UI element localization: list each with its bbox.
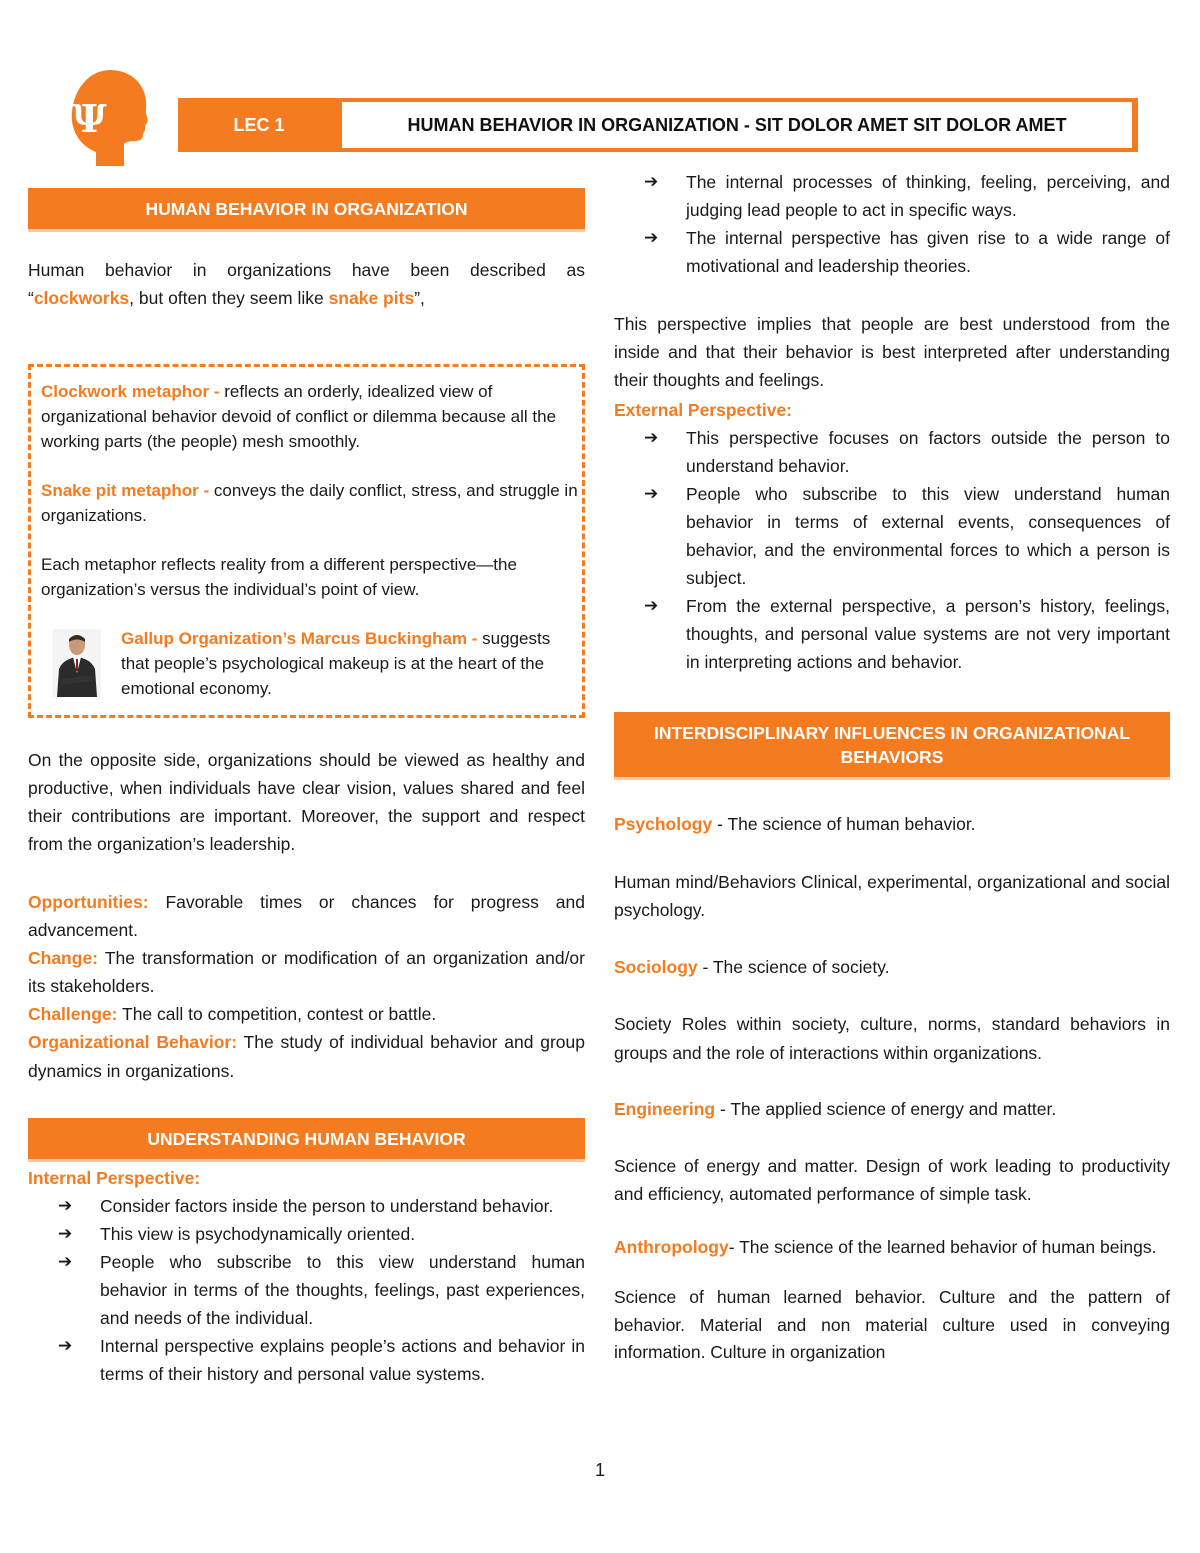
section-title-understanding: UNDERSTANDING HUMAN BEHAVIOR <box>28 1118 585 1162</box>
discipline-anthropology: Anthropology- The science of the learned behavior of human beings. <box>614 1237 1157 1257</box>
definition-challenge: Challenge: The call to competition, contest or battle. <box>28 1004 437 1024</box>
internal-perspective-list <box>58 1192 585 1388</box>
internal-perspective-list-continued <box>644 168 1170 280</box>
lecture-label: LEC 1 <box>233 115 285 135</box>
discipline-sociology: Sociology - The science of society. <box>614 957 890 977</box>
intro-paragraph: Human behavior in organizations have been described as “clockworks, but often they seem like snake pits”, <box>28 260 585 308</box>
list-item: ➔ This view is psychodynamically oriented. <box>58 1220 585 1248</box>
perspective-implies-paragraph: This perspective implies that people are best understood from the inside and that their behavior is best interpreted after understanding their thoughts and feelings. <box>614 314 1170 390</box>
definitions-list <box>28 888 585 1086</box>
marcus-buckingham-photo <box>53 629 101 697</box>
metaphor-callout-box <box>28 364 585 718</box>
discipline-engineering-detail: Science of energy and matter. Design of work leading to productivity and efficiency, automated performance of simple task. <box>614 1156 1170 1204</box>
internal-perspective-heading: Internal Perspective: <box>28 1168 201 1188</box>
term-snake-pits: snake pits <box>328 288 415 308</box>
definition-opportunities: Opportunities: Favorable times or chances for progress and advancement. <box>28 892 585 940</box>
list-item: ➔ Consider factors inside the person to understand behavior. <box>58 1192 585 1220</box>
page-number: 1 <box>594 1460 605 1480</box>
clockwork-metaphor: Clockwork metaphor - reflects an orderly, idealized view of organizational behavior devoid of conflict or dilemma because all the working parts (the people) mesh smoothly. <box>41 382 557 451</box>
section-title-interdisciplinary: INTERDISCIPLINARY INFLUENCES IN ORGANIZATIONAL BEHAVIORS <box>614 712 1170 780</box>
external-perspective-heading: External Perspective: <box>614 400 793 420</box>
document-title: HUMAN BEHAVIOR IN ORGANIZATION - SIT DOLOR AMET SIT DOLOR AMET <box>342 102 1132 148</box>
section-title-human-behavior: HUMAN BEHAVIOR IN ORGANIZATION <box>28 188 585 232</box>
opposite-side-paragraph: On the opposite side, organizations should be viewed as healthy and productive, when individuals have clear vision, values shared and feel their contributions are important. Moreover, the support and respect from the organization’s leadership. <box>28 750 585 854</box>
list-item: ➔ The internal processes of thinking, feeling, perceiving, and judging lead people to act in specific ways. <box>644 168 1170 224</box>
discipline-engineering: Engineering - The applied science of energy and matter. <box>614 1099 1057 1119</box>
psi-head-logo-icon <box>62 68 152 168</box>
each-metaphor-text: Each metaphor reflects reality from a different perspective—the organization’s versus the individual’s point of view. <box>41 555 517 599</box>
discipline-psychology: Psychology - The science of human behavior. <box>614 814 976 834</box>
svg-text:Ψ: Ψ <box>72 96 107 141</box>
list-item: ➔ This perspective focuses on factors outside the person to understand behavior. <box>644 424 1170 480</box>
term-clockworks: clockworks <box>33 288 130 308</box>
snake-pit-metaphor: Snake pit metaphor - conveys the daily conflict, stress, and struggle in organizations. <box>41 481 578 525</box>
list-item: ➔ From the external perspective, a person’s history, feelings, thoughts, and personal value systems are not very important in interpreting actions and behavior. <box>644 592 1170 676</box>
external-perspective-list <box>644 424 1170 676</box>
list-item: ➔ Internal perspective explains people’s actions and behavior in terms of their history and personal value systems. <box>58 1332 585 1388</box>
gallup-buckingham: Gallup Organization’s Marcus Buckingham - suggests that people’s psychological makeup is at the heart of the emotional economy. <box>121 629 551 698</box>
list-item: ➔ People who subscribe to this view understand human behavior in terms of external events, consequences of behavior, and the environmental forces to which a person is subject. <box>644 480 1170 592</box>
definition-change: Change: The transformation or modification of an organization and/or its stakeholders. <box>28 948 585 996</box>
discipline-anthropology-detail: Science of human learned behavior. Culture and the pattern of behavior. Material and non material culture used in conveying information. Culture in organization <box>614 1287 1170 1362</box>
definition-organizational-behavior: Organizational Behavior: The study of individual behavior and group dynamics in organizations. <box>28 1032 585 1081</box>
list-item: ➔ The internal perspective has given rise to a wide range of motivational and leadership theories. <box>644 224 1170 280</box>
list-item: ➔ People who subscribe to this view understand human behavior in terms of the thoughts, feelings, past experiences, and needs of the individual. <box>58 1248 585 1332</box>
discipline-psychology-detail: Human mind/Behaviors Clinical, experimental, organizational and social psychology. <box>614 872 1170 920</box>
discipline-sociology-detail: Society Roles within society, culture, norms, standard behaviors in groups and the role of interactions within organizations. <box>614 1014 1170 1063</box>
